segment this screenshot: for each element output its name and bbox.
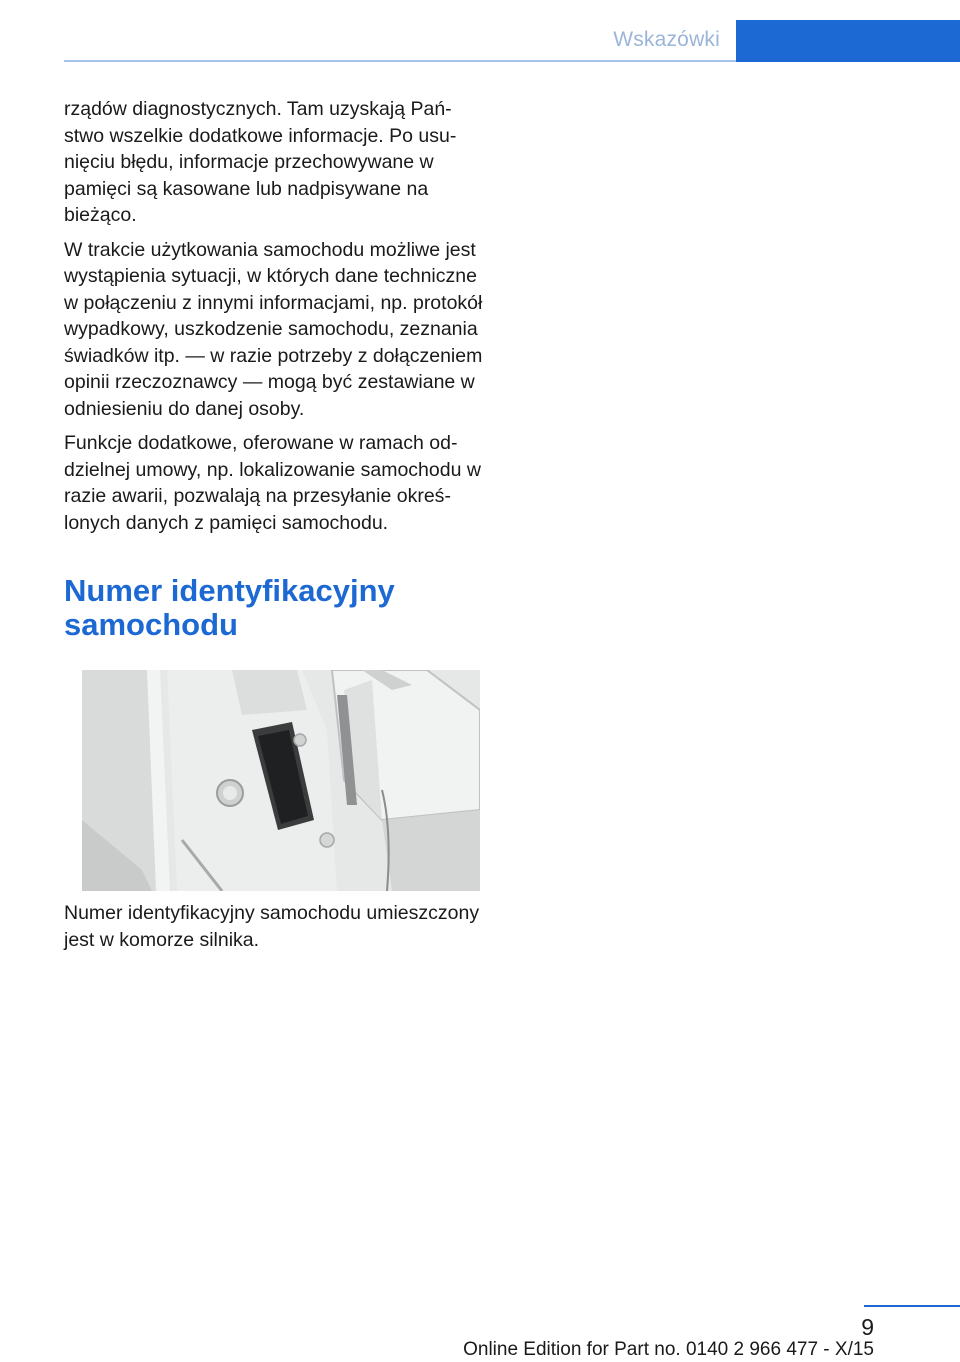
body-paragraph-1: rządów diagnostycznych. Tam uzyskają Państwo wszelkie dodatkowe informacje. Po usunięciu błędu, informacje przechowywane w pamięci są kasowane lub nadpisywane na bieżąco. — [64, 98, 457, 226]
main-content — [64, 96, 484, 642]
figure-caption: Numer identyfikacyjny samochodu umieszczony jest w komorze silnika. — [64, 902, 480, 951]
footer-rule — [864, 1305, 960, 1307]
engine-bay-illustration — [82, 670, 480, 891]
body-paragraph-3: Funkcje dodatkowe, oferowane w ramach oddzielnej umowy, np. lokalizowanie samochodu w razie awarii, pozwalają na przesyłanie określonych danych z pamięci samochodu. — [64, 432, 481, 534]
page-number: 9 — [861, 1314, 874, 1340]
engine-bay-photo — [82, 670, 480, 891]
header-accent-block — [736, 20, 960, 62]
body-paragraph-2: W trakcie użytkowania samochodu możliwe jest wystąpienia sytuacji, w których dane techniczne w połączeniu z innymi informacjami, np. protokół wypadkowy, uszkodzenie samochodu, zeznania świadków itp. — w razie potrzeby z dołączeniem opinii rzeczoznawcy — mogą być zestawiane w odniesieniu do danej osoby. — [64, 238, 483, 420]
edition-footer: Online Edition for Part no. 0140 2 966 477 - X/15 — [463, 1339, 874, 1360]
section-heading: Numer identyfikacyjny samochodu — [64, 573, 395, 642]
section-title: Wskazówki — [613, 28, 720, 51]
